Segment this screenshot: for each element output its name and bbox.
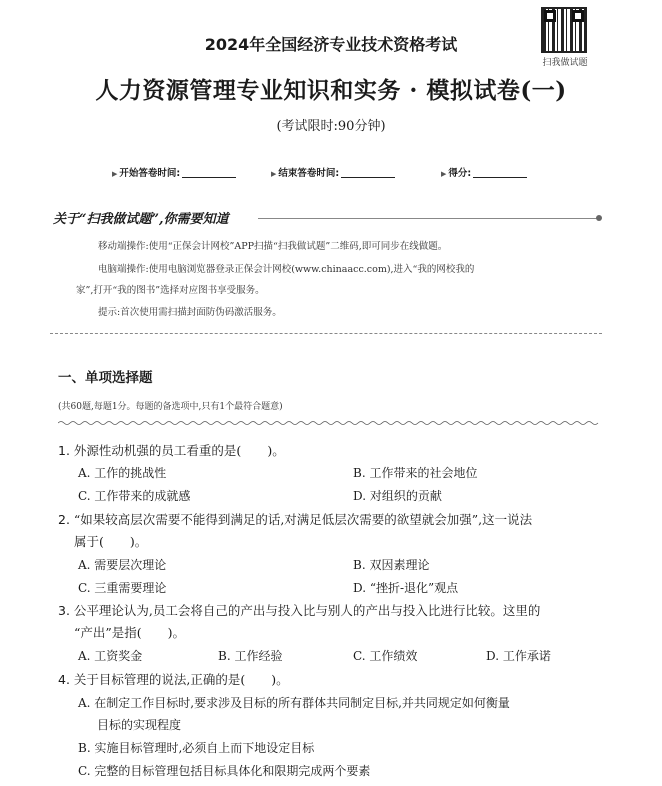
- option-d[interactable]: D. 对组织的贡献: [353, 489, 442, 503]
- score-field: [441, 165, 527, 179]
- paper-title: 人力资源管理专业知识和实务 · 模拟试卷(一): [95, 77, 567, 104]
- option-a[interactable]: A. 在制定工作目标时,要求涉及目标的所有群体共同制定目标,并共同规定如何衡量: [78, 696, 510, 710]
- question-number: 2.: [58, 512, 70, 527]
- score-blank[interactable]: [473, 167, 527, 178]
- exam-name: 2024年全国经济专业技术资格考试: [204, 35, 458, 54]
- end-time-label: 结束答卷时间:: [278, 168, 340, 179]
- option-b[interactable]: B. 实施目标管理时,必须自上而下地设定目标: [78, 741, 315, 755]
- pc-instructions: [76, 259, 588, 301]
- about-title: 关于“扫我做试题”,你需要知道: [53, 212, 229, 227]
- section-title: 一、单项选择题: [58, 370, 153, 386]
- mobile-instructions: 移动端操作:使用“正保会计网校”APP扫描“扫我做试题”二维码,即可同步在线做题。: [98, 241, 448, 252]
- option-a[interactable]: A. 工作的挑战性: [78, 466, 167, 480]
- question-3: [58, 601, 540, 621]
- question-4: [58, 670, 289, 690]
- dashed-divider: [50, 333, 602, 334]
- about-divider: [258, 218, 601, 219]
- question-2-line2: [74, 532, 147, 552]
- question-3-line2: [74, 623, 185, 643]
- option-d[interactable]: D. 工作承诺: [486, 649, 551, 663]
- triangle-icon: ▶: [271, 170, 277, 178]
- option-a[interactable]: A. 工资奖金: [78, 649, 143, 663]
- start-time-field: [112, 165, 236, 179]
- option-c[interactable]: C. 三重需要理论: [78, 581, 167, 595]
- end-time-field: [271, 165, 395, 179]
- score-label: 得分:: [448, 168, 472, 179]
- pc-instructions-line2: 家”,打开“我的图书”选择对应图书享受服务。: [76, 285, 265, 296]
- option-b[interactable]: B. 工作带来的社会地位: [353, 466, 478, 480]
- question-stem-line2: “产出”是指(: [74, 625, 142, 640]
- pc-instructions-line1: 电脑端操作:使用电脑浏览器登录正保会计网校(www.chinaacc.com),进入“我的网校我的: [98, 264, 475, 275]
- activation-tip: 提示:首次使用需扫描封面防伪码激活服务。: [98, 307, 282, 318]
- question-stem-end: )。: [267, 443, 285, 458]
- question-number: 1.: [58, 443, 70, 458]
- option-d[interactable]: D. “挫折-退化”观点: [353, 581, 459, 595]
- time-limit: (考试限时:90分钟): [276, 119, 386, 134]
- divider-dot: [596, 215, 602, 221]
- option-b[interactable]: B. 工作经验: [218, 649, 283, 663]
- question-stem-line2: 属于(: [74, 534, 104, 549]
- option-c[interactable]: C. 工作带来的成就感: [78, 489, 191, 503]
- section-note: (共60题,每题1分。每题的备选项中,只有1个最符合题意): [58, 402, 283, 412]
- question-stem-end: )。: [167, 625, 186, 640]
- qr-label: 扫我做试题: [542, 58, 588, 68]
- start-time-blank[interactable]: [182, 167, 236, 178]
- option-b[interactable]: B. 双因素理论: [353, 558, 430, 572]
- start-time-label: 开始答卷时间:: [119, 168, 181, 179]
- question-number: 4.: [58, 672, 70, 687]
- option-c[interactable]: C. 工作绩效: [353, 649, 418, 663]
- question-2: [58, 510, 532, 530]
- option-c[interactable]: C. 完整的目标管理包括目标具体化和限期完成两个要素: [78, 764, 371, 778]
- question-1: [58, 441, 285, 461]
- wavy-divider: [58, 420, 602, 426]
- question-stem: 公平理论认为,员工会将自己的产出与投入比与别人的产出与投入比进行比较。这里的: [73, 603, 541, 618]
- question-stem: 关于目标管理的说法,正确的是(: [73, 672, 246, 687]
- question-stem-end: )。: [129, 534, 148, 549]
- question-stem: 外源性动机强的员工看重的是(: [73, 443, 242, 458]
- triangle-icon: ▶: [112, 170, 118, 178]
- option-a-continued: 目标的实现程度: [97, 718, 182, 732]
- triangle-icon: ▶: [441, 170, 447, 178]
- end-time-blank[interactable]: [341, 167, 395, 178]
- question-number: 3.: [58, 603, 70, 618]
- question-stem-end: )。: [271, 672, 289, 687]
- question-stem: “如果较高层次需要不能得到满足的话,对满足低层次需要的欲望就会加强”,这一说法: [73, 512, 533, 527]
- option-a[interactable]: A. 需要层次理论: [78, 558, 167, 572]
